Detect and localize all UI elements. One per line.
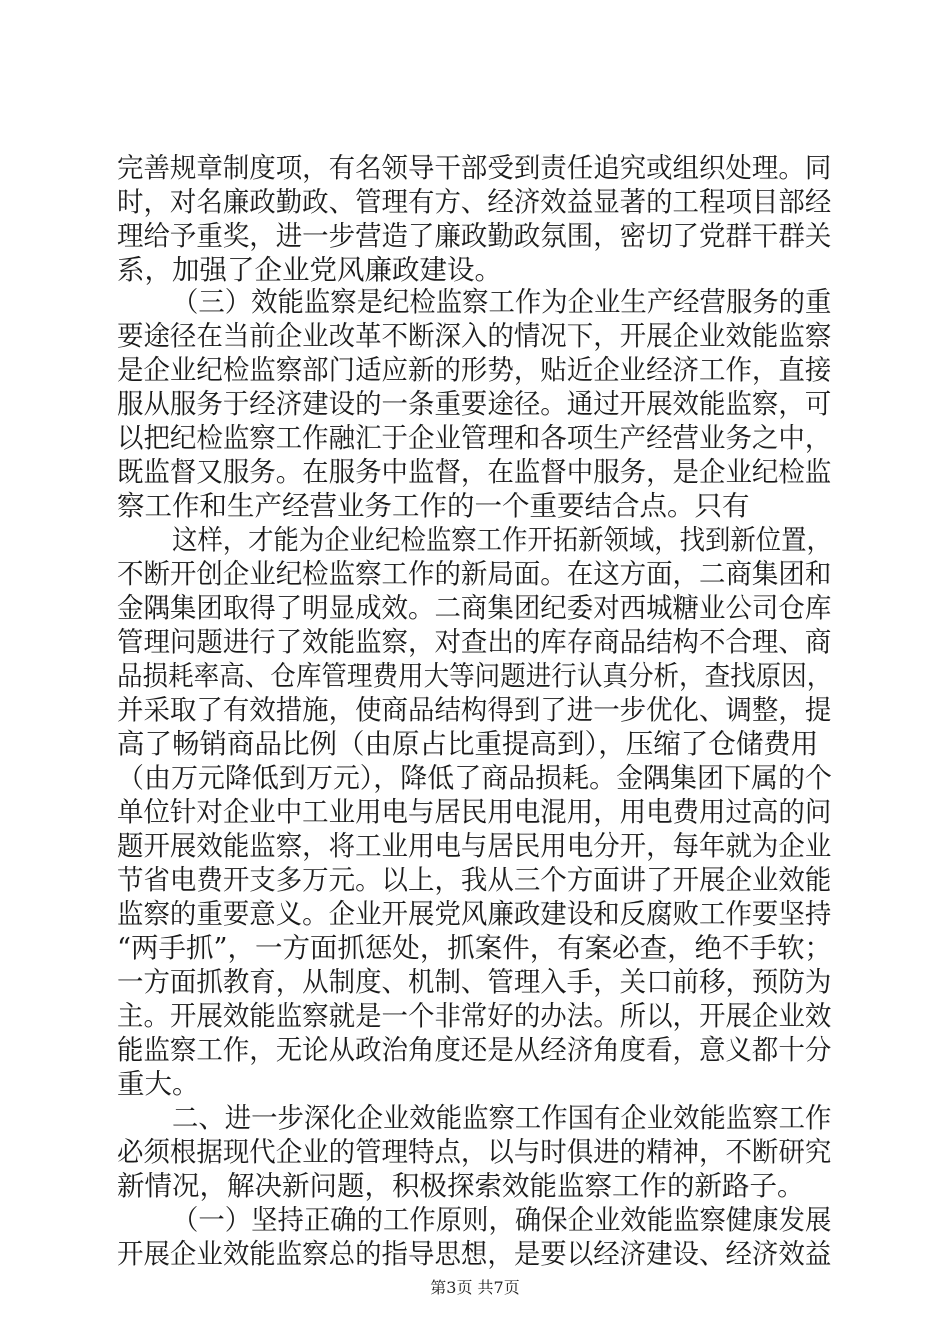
- text-line: 品损耗率高、仓库管理费用大等问题进行认真分析，查找原因，: [117, 660, 833, 692]
- text-line: 一方面抓教育，从制度、机制、管理入手，关口前移，预防为: [117, 966, 832, 998]
- text-line: 时，对名廉政勤政、管理有方、经济效益显著的工程项目部经: [117, 186, 832, 218]
- text-line: 重大。: [117, 1068, 200, 1100]
- text-line: 监察的重要意义。企业开展党风廉政建设和反腐败工作要坚持: [117, 898, 832, 930]
- text-line: “两手抓”，一方面抓惩处，抓案件，有案必查，绝不手软；: [117, 932, 832, 964]
- text-line: 这样，才能为企业纪检监察工作开拓新领域，找到新位置，: [172, 524, 832, 556]
- text-line: （一）坚持正确的工作原则，确保企业效能监察健康发展: [172, 1204, 832, 1236]
- text-line: （三）效能监察是纪检监察工作为企业生产经营服务的重: [172, 286, 832, 318]
- text-line: 服从服务于经济建设的一条重要途径。通过开展效能监察，可: [117, 388, 832, 420]
- text-line: 不断开创企业纪检监察工作的新局面。在这方面，二商集团和: [117, 558, 832, 590]
- text-line: 新情况，解决新问题，积极探索效能监察工作的新路子。: [117, 1170, 805, 1202]
- text-line: 必须根据现代企业的管理特点，以与时俱进的精神，不断研究: [117, 1136, 832, 1168]
- text-line: 系，加强了企业党风廉政建设。: [117, 254, 502, 286]
- text-line: 题开展效能监察，将工业用电与居民用电分开，每年就为企业: [117, 830, 832, 862]
- text-line: 察工作和生产经营业务工作的一个重要结合点。只有: [117, 490, 750, 522]
- text-line: 单位针对企业中工业用电与居民用电混用，用电费用过高的问: [117, 796, 832, 828]
- text-line: 以把纪检监察工作融汇于企业管理和各项生产经营业务之中，: [117, 422, 832, 454]
- text-line: 高了畅销商品比例（由原占比重提高到），压缩了仓储费用: [117, 728, 819, 760]
- text-line: 要途径在当前企业改革不断深入的情况下，开展企业效能监察: [117, 320, 832, 352]
- text-line: 金隅集团取得了明显成效。二商集团纪委对西城糖业公司仓库: [117, 592, 832, 624]
- text-line: 完善规章制度项，有名领导干部受到责任追究或组织处理。同: [117, 152, 832, 184]
- page-footer: 第3页 共7页: [430, 1278, 520, 1297]
- text-line: 节省电费开支多万元。以上，我从三个方面讲了开展企业效能: [117, 864, 832, 896]
- text-line: 既监督又服务。在服务中监督，在监督中服务，是企业纪检监: [117, 456, 832, 488]
- text-line: 并采取了有效措施，使商品结构得到了进一步优化、调整，提: [117, 694, 832, 726]
- text-line: 是企业纪检监察部门适应新的形势，贴近企业经济工作，直接: [117, 354, 832, 386]
- text-line: 理给予重奖，进一步营造了廉政勤政氛围，密切了党群干群关: [117, 220, 832, 252]
- text-line: 能监察工作，无论从政治角度还是从经济角度看，意义都十分: [117, 1034, 832, 1066]
- text-line: 二、进一步深化企业效能监察工作国有企业效能监察工作: [172, 1102, 832, 1134]
- text-line: 开展企业效能监察总的指导思想，是要以经济建设、经济效益: [117, 1238, 832, 1270]
- text-line: 管理问题进行了效能监察，对查出的库存商品结构不合理、商: [117, 626, 832, 658]
- text-line: 主。开展效能监察就是一个非常好的办法。所以，开展企业效: [117, 1000, 832, 1032]
- text-line: （由万元降低到万元），降低了商品损耗。金隅集团下属的个: [117, 762, 832, 794]
